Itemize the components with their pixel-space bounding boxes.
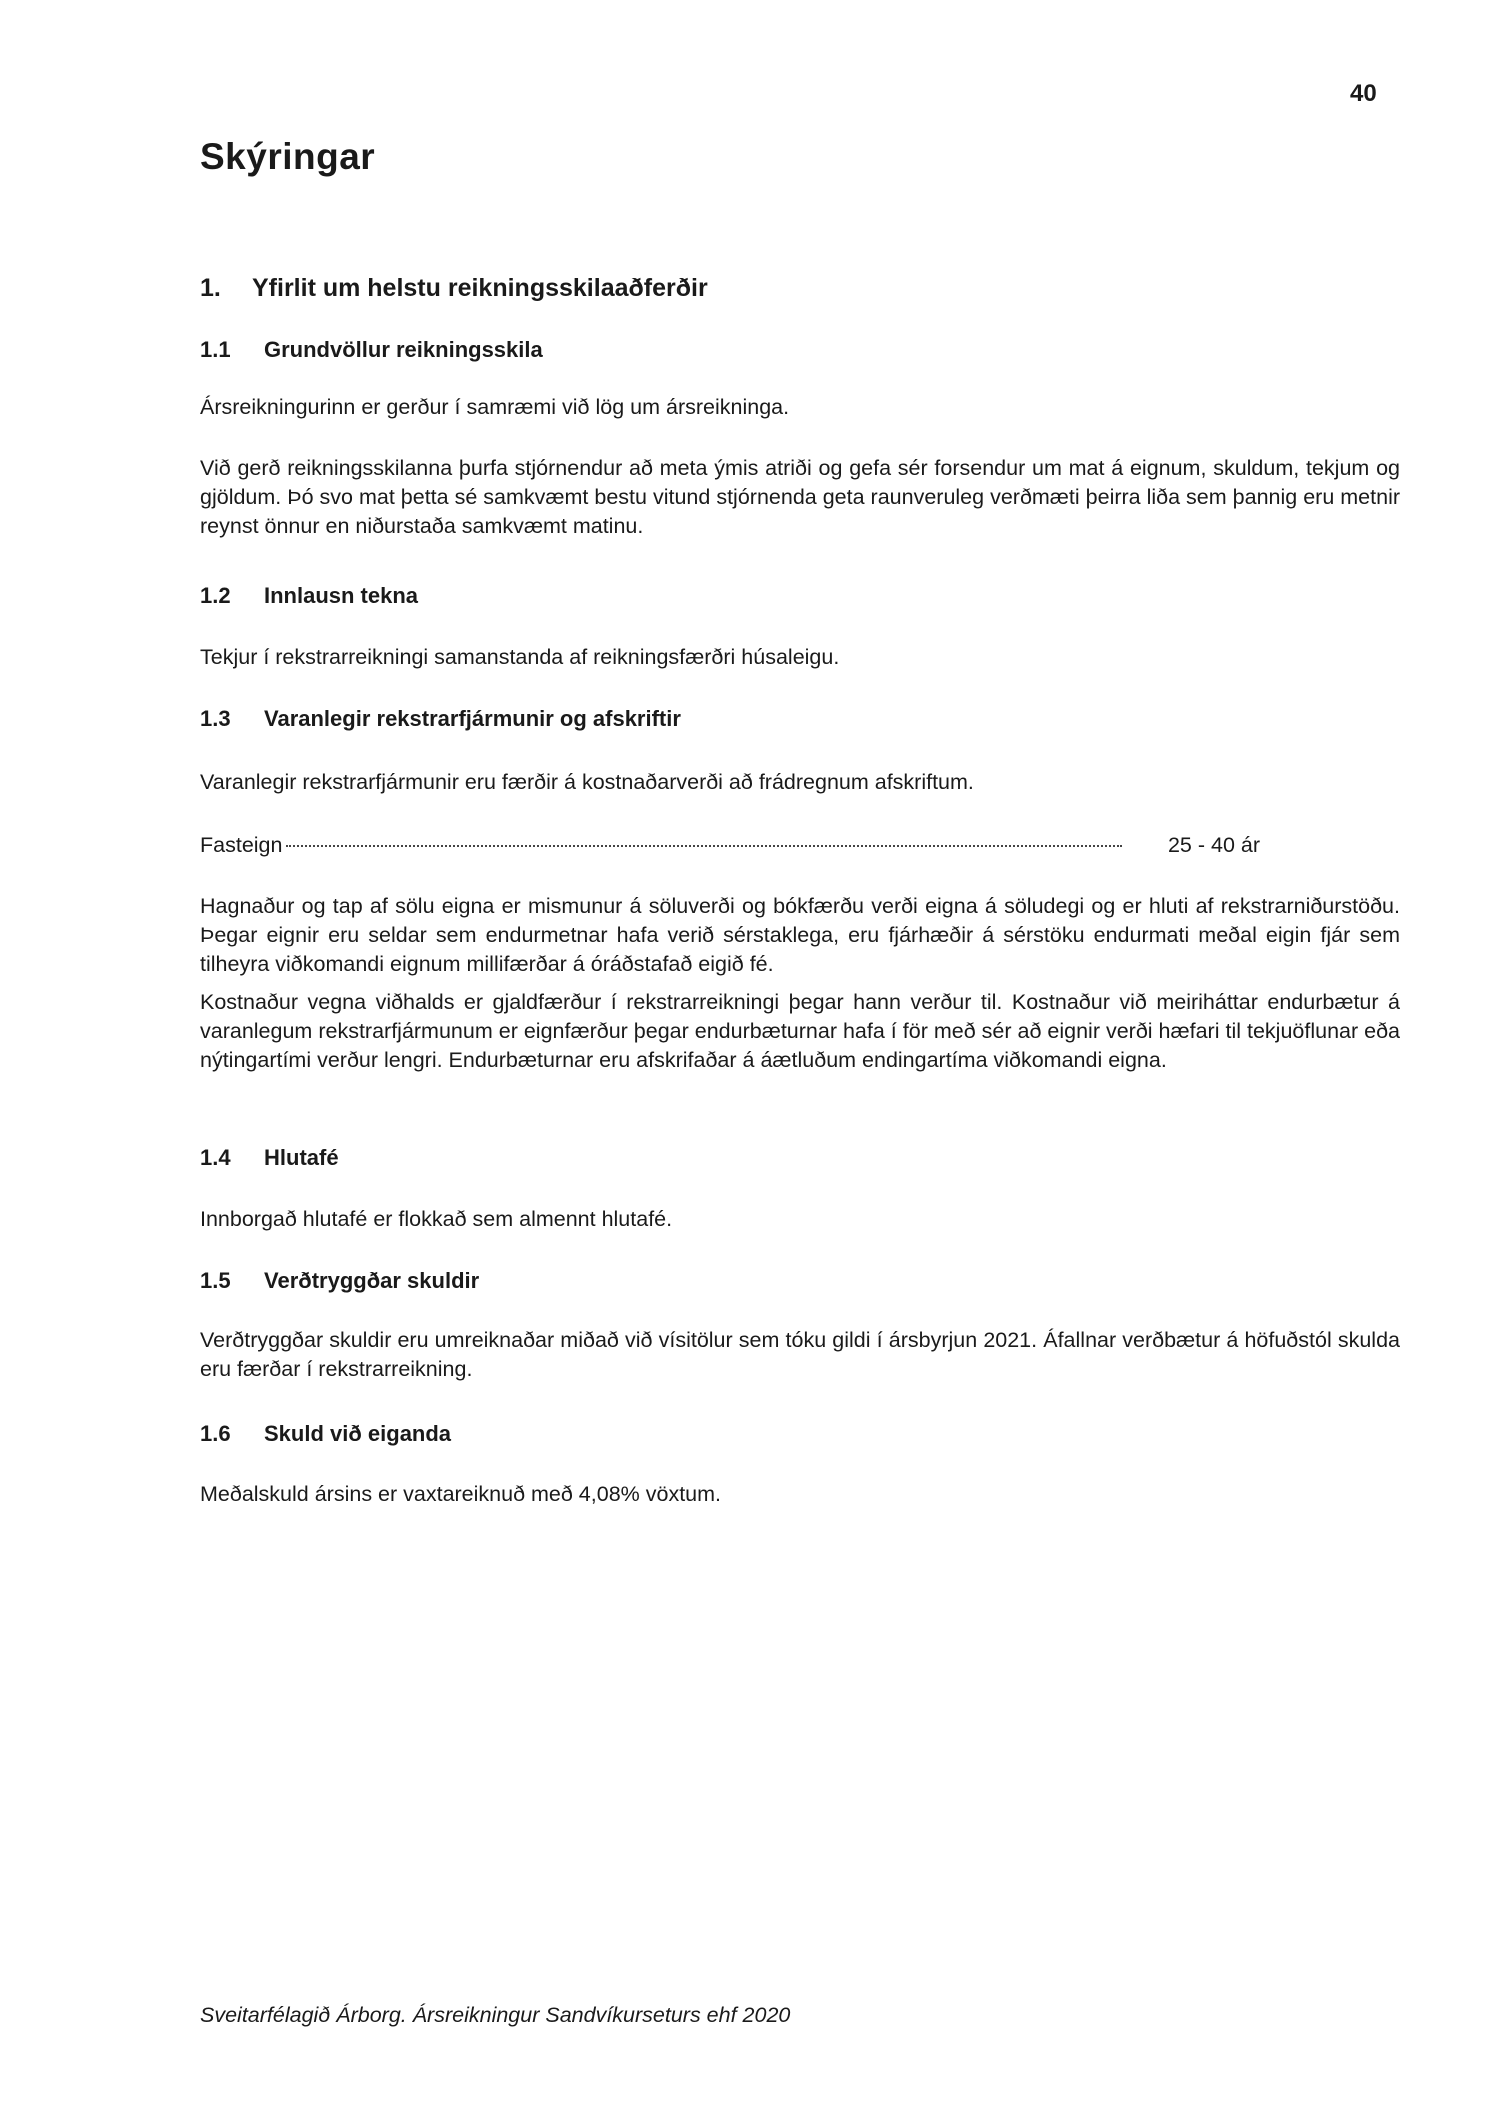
section-1-4-heading [200,1145,339,1171]
section-1-5-heading [200,1268,479,1294]
section-title: Varanlegir rekstrarfjármunir og afskriftir [264,706,681,731]
paragraph: Meðalskuld ársins er vaxtareiknuð með 4,08% vöxtum. [200,1482,722,1506]
paragraph: Kostnaður vegna viðhalds er gjaldfærður í rekstrarreikningi þegar hann verður til. Kostnaður við meiriháttar endurbætur á varanlegum rekstrarfjármunum er eignfærður þegar endurbæturnar hafa í för með sér að eignir verði hæfari til tekjuöflunar eða nýtingartími verður lengri. Endurbæturnar eru afskrifaðar á áætluðum endingartíma viðkomandi eigna. [200,990,1400,1072]
page-title: Skýringar [200,136,376,177]
section-title: Verðtryggðar skuldir [264,1268,480,1293]
paragraph: Ársreikningurinn er gerður í samræmi við lög um ársreikninga. [200,395,790,419]
asset-label: Fasteign [200,833,283,857]
section-title: Yfirlit um helstu reikningsskilaaðferðir [252,274,708,302]
section-1-6-heading [200,1421,451,1447]
section-number: 1.2 [200,583,231,608]
page-footer: Sveitarfélagið Árborg. Ársreikningur Sandvíkurseturs ehf 2020 [200,2003,791,2027]
section-title: Hlutafé [264,1145,339,1170]
section-number: 1. [200,274,221,302]
page-number: 40 [1350,80,1377,107]
section-title: Grundvöllur reikningsskila [264,337,543,362]
section-1-3-heading [200,706,681,732]
section-number: 1.6 [200,1421,231,1446]
section-1-1-heading [200,337,543,363]
depreciation-row [200,831,1260,860]
section-1-heading [200,274,708,303]
section-number: 1.5 [200,1268,231,1293]
paragraph: Innborgað hlutafé er flokkað sem almennt hlutafé. [200,1207,673,1231]
section-title: Innlausn tekna [264,583,419,608]
paragraph: Tekjur í rekstrarreikningi samanstanda af reikningsfærðri húsaleigu. [200,645,840,669]
depreciation-range: 25 - 40 ár [1167,833,1260,857]
section-1-2-heading [200,583,418,609]
paragraph: Verðtryggðar skuldir eru umreiknaðar miðað við vísitölur sem tóku gildi í ársbyrjun 2021. Áfallnar verðbætur á höfuðstól skulda eru færðar í rekstrarreikning. [200,1328,1400,1381]
section-number: 1.3 [200,706,231,731]
section-number: 1.4 [200,1145,231,1170]
paragraph: Varanlegir rekstrarfjármunir eru færðir á kostnaðarverði að frádregnum afskriftum. [200,770,974,794]
paragraph: Við gerð reikningsskilanna þurfa stjórnendur að meta ýmis atriði og gefa sér forsendur um mat á eignum, skuldum, tekjum og gjöldum. Þó svo mat þetta sé samkvæmt bestu vitund stjórnenda geta raunveruleg verðmæti þeirra liða sem þannig eru metnir reynst önnur en niðurstaða samkvæmt matinu. [200,456,1400,538]
section-number: 1.1 [200,337,231,362]
dot-leader [286,845,1122,847]
section-title: Skuld við eiganda [264,1421,452,1446]
paragraph: Hagnaður og tap af sölu eigna er mismunur á söluverði og bókfærðu verði eigna á söludegi og er hluti af rekstrarniðurstöðu. Þegar eignir eru seldar sem endurmetnar hafa verið sérstaklega, eru fjárhæðir á sérstöku endurmati meðal eigin fjár sem tilheyra viðkomandi eignum millifærðar á óráðstafað eigið fé. [200,894,1400,976]
